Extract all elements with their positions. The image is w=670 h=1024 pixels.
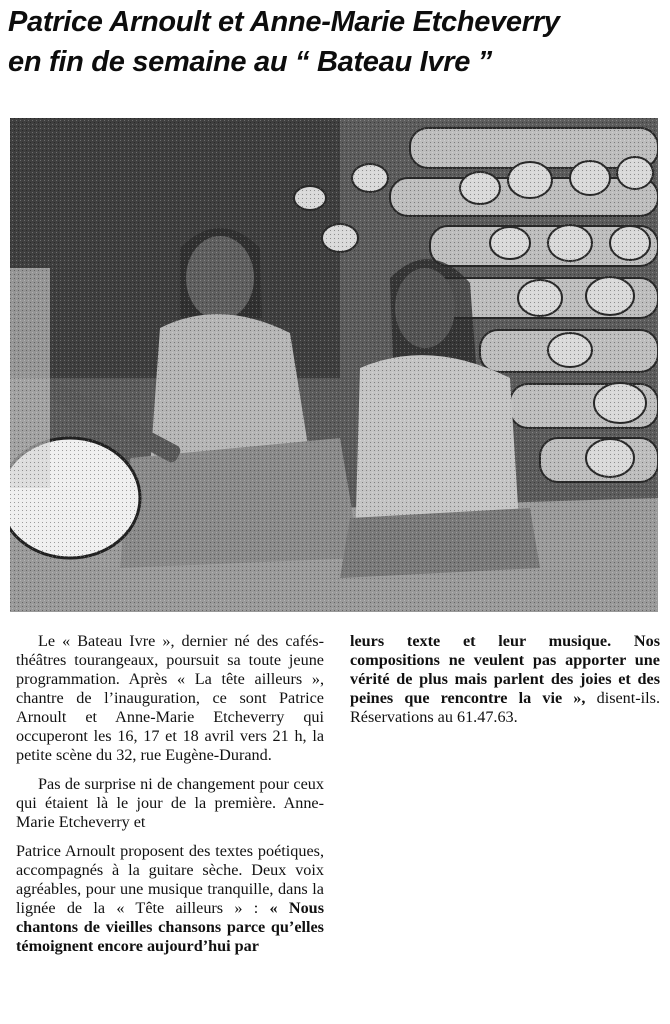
headline-line-1: Patrice Arnoult et Anne-Marie Etcheverry (8, 6, 560, 38)
article-column-left (16, 632, 324, 956)
article-photo (10, 118, 658, 612)
paragraph-3-plain: Patrice Arnoult proposent des textes poétiques, accompagnés à la guitare sèche. Deux voix agréables, pour une musique tranquille, dans la lignée de la « Tête ailleurs » : (16, 842, 324, 917)
headline (8, 2, 664, 82)
article-column-right (350, 632, 660, 727)
quote-start: « Nous chantons de vieilles chansons parce qu’elles témoignent encore aujourd’hui par (16, 899, 324, 955)
paragraph-continuation (350, 632, 660, 727)
reservation-text: disent-ils. Réservations au 61.47.63. (350, 689, 660, 726)
paragraph-1: Le « Bateau Ivre », dernier né des cafés-théâtres tourangeaux, poursuit sa toute jeune programmation. Après « La tête ailleurs », chantre de l’inauguration, ce sont Patrice Arnoult et Anne-Marie Etcheverry qui occuperont les 16, 17 et 18 avril vers 21 h, la petite scène du 32, rue Eugène-Durand. (16, 632, 324, 764)
paragraph-3 (16, 842, 324, 956)
headline-line-2: en fin de semaine au “ Bateau Ivre ” (8, 46, 492, 78)
photo-illustration (10, 118, 658, 612)
paragraph-2: Pas de surprise ni de changement pour ceux qui étaient là le jour de la première. Anne-Marie Etcheverry et (16, 775, 324, 831)
quote-end: leurs texte et leur musique. Nos compositions ne veulent pas apporter une vérité de plus mais parlent des joies et des peines que rencontre la vie », (350, 632, 660, 707)
